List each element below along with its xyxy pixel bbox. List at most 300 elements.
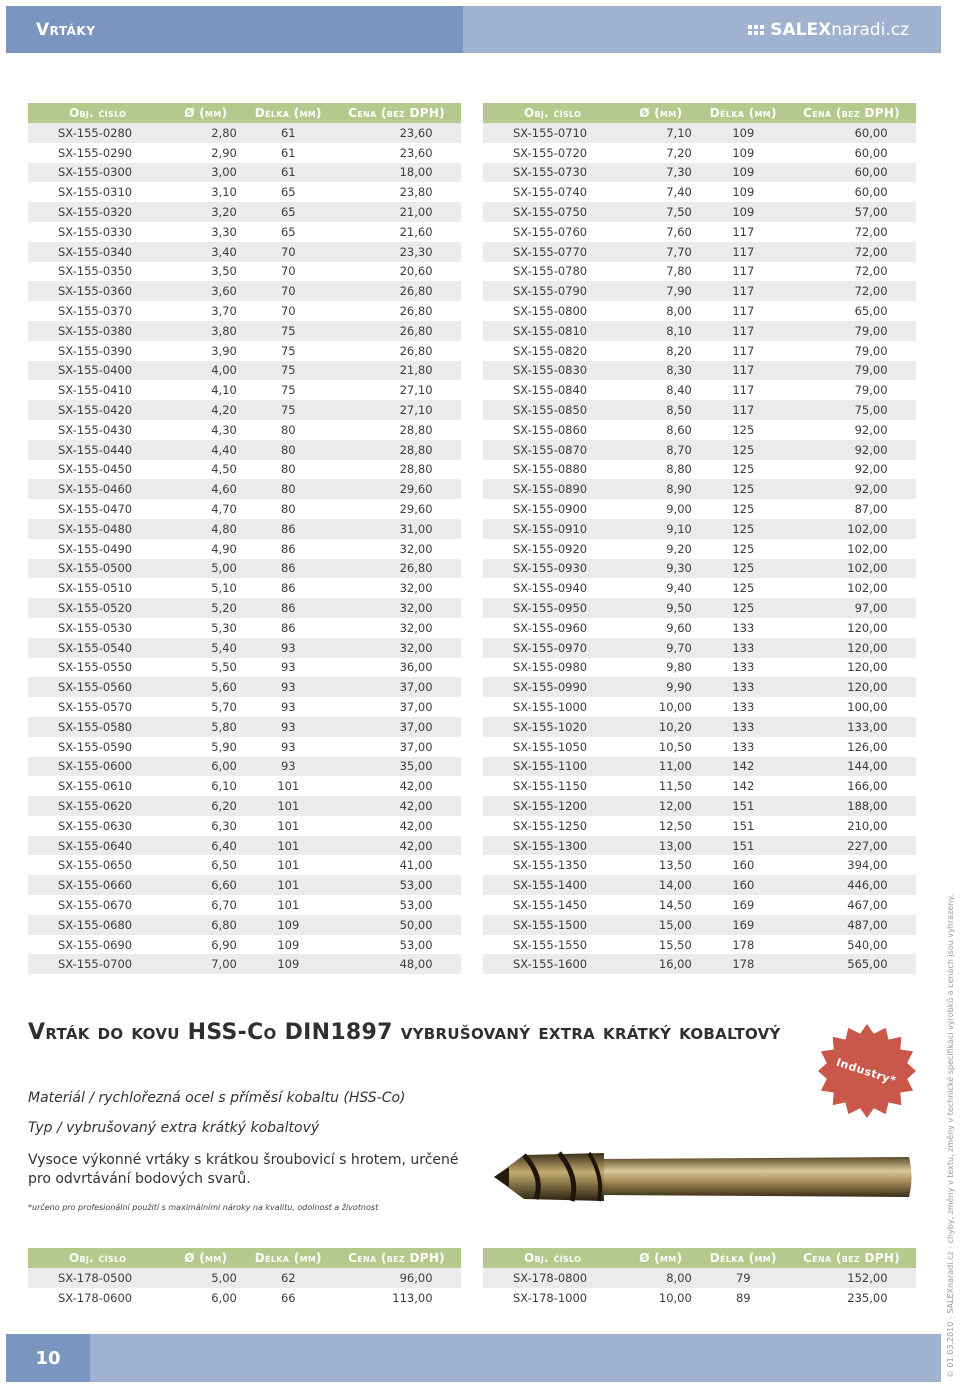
cell-code-text: SX-155-0610 bbox=[58, 779, 133, 794]
cell-price bbox=[787, 796, 916, 816]
cell-price-text: 32,00 bbox=[399, 581, 433, 596]
cell-code bbox=[28, 182, 167, 202]
cell-diameter bbox=[167, 895, 244, 915]
cell-code bbox=[28, 598, 167, 618]
table-row bbox=[28, 895, 461, 915]
cell-price bbox=[332, 479, 461, 499]
table-row bbox=[28, 301, 461, 321]
cell-length-text: 93 bbox=[280, 759, 296, 774]
cell-price-text: 20,60 bbox=[399, 264, 433, 279]
cell-code-text: SX-155-0370 bbox=[58, 304, 133, 319]
cell-diameter bbox=[167, 658, 244, 678]
cell-diameter bbox=[167, 341, 244, 361]
cell-code-text: SX-155-0870 bbox=[513, 442, 588, 457]
cell-length bbox=[244, 143, 332, 163]
cell-length bbox=[699, 281, 787, 301]
cell-length bbox=[244, 954, 332, 974]
cell-length-text: 93 bbox=[280, 660, 296, 675]
product-description: Vysoce výkonné vrtáky s krátkou šroubovicí s hrotem, určené pro odvrtávání bodových svarů. bbox=[28, 1152, 459, 1187]
cell-diameter-text: 2,90 bbox=[211, 145, 237, 160]
cell-code-text: SX-155-0500 bbox=[58, 561, 133, 576]
cell-code-text: SX-155-1150 bbox=[513, 779, 588, 794]
cell-length bbox=[699, 163, 787, 183]
cell-diameter-text: 7,80 bbox=[666, 264, 692, 279]
cell-length-text: 117 bbox=[732, 304, 755, 319]
cell-diameter-text: 11,00 bbox=[658, 759, 692, 774]
col-header-diameter: Ø (mm) bbox=[167, 1248, 244, 1268]
cell-length-text: 160 bbox=[732, 878, 755, 893]
cell-code bbox=[28, 400, 167, 420]
cell-code-text: SX-155-0860 bbox=[513, 422, 588, 437]
col-header-code: Obj. číslo bbox=[28, 1248, 167, 1268]
cell-length-text: 125 bbox=[732, 581, 755, 596]
cell-price-text: 53,00 bbox=[399, 878, 433, 893]
cell-length bbox=[699, 618, 787, 638]
cell-price bbox=[332, 202, 461, 222]
table-row bbox=[28, 638, 461, 658]
cell-diameter-text: 8,30 bbox=[666, 363, 692, 378]
cell-price-text: 26,80 bbox=[399, 343, 433, 358]
cell-price-text: 37,00 bbox=[399, 739, 433, 754]
col-header-length: Délka (mm) bbox=[699, 1248, 787, 1268]
table-row bbox=[28, 697, 461, 717]
cell-length bbox=[699, 301, 787, 321]
cell-code bbox=[483, 400, 622, 420]
cell-diameter bbox=[622, 915, 699, 935]
cell-code-text: SX-155-0980 bbox=[513, 660, 588, 675]
cell-code-text: SX-155-0340 bbox=[58, 244, 133, 259]
cell-length bbox=[244, 757, 332, 777]
cell-diameter bbox=[622, 361, 699, 381]
table-row bbox=[483, 420, 916, 440]
cell-diameter-text: 9,20 bbox=[666, 541, 692, 556]
cell-code-text: SX-155-0680 bbox=[58, 917, 133, 932]
cell-length-text: 125 bbox=[732, 442, 755, 457]
cell-code bbox=[483, 262, 622, 282]
cell-code-text: SX-155-0730 bbox=[513, 165, 588, 180]
table-row bbox=[483, 460, 916, 480]
cell-diameter-text: 13,00 bbox=[658, 838, 692, 853]
cell-price bbox=[332, 519, 461, 539]
cell-code bbox=[28, 638, 167, 658]
cell-diameter-text: 3,40 bbox=[211, 244, 237, 259]
cell-diameter-text: 3,50 bbox=[211, 264, 237, 279]
cell-code bbox=[483, 361, 622, 381]
cell-length-text: 117 bbox=[732, 403, 755, 418]
cell-price-text: 21,00 bbox=[399, 205, 433, 220]
cell-length bbox=[699, 479, 787, 499]
cell-code-text: SX-155-0410 bbox=[58, 383, 133, 398]
cell-price bbox=[787, 242, 916, 262]
table-row bbox=[483, 796, 916, 816]
cell-code-text: SX-155-0950 bbox=[513, 601, 588, 616]
cell-code bbox=[483, 519, 622, 539]
cell-code-text: SX-155-0710 bbox=[513, 125, 588, 140]
table-header-row bbox=[483, 103, 916, 123]
cell-code bbox=[28, 301, 167, 321]
cell-length-text: 70 bbox=[280, 304, 296, 319]
cell-diameter-text: 12,50 bbox=[658, 818, 692, 833]
cell-code bbox=[483, 559, 622, 579]
cell-price bbox=[332, 855, 461, 875]
cell-price-text: 60,00 bbox=[854, 125, 888, 140]
cell-price-text: 166,00 bbox=[847, 779, 888, 794]
cell-price bbox=[787, 519, 916, 539]
cell-diameter bbox=[167, 460, 244, 480]
cell-length bbox=[699, 677, 787, 697]
table-row bbox=[28, 262, 461, 282]
cell-length-text: 75 bbox=[280, 343, 296, 358]
cell-price bbox=[332, 262, 461, 282]
footer-bar bbox=[90, 1334, 941, 1382]
cell-code bbox=[28, 242, 167, 262]
col-header-price: Cena (bez DPH) bbox=[787, 1248, 916, 1268]
cell-diameter bbox=[622, 1268, 699, 1288]
cell-price-text: 27,10 bbox=[399, 383, 433, 398]
cell-diameter bbox=[167, 816, 244, 836]
cell-length bbox=[699, 875, 787, 895]
table-row bbox=[483, 182, 916, 202]
cell-code bbox=[28, 380, 167, 400]
cell-length bbox=[244, 281, 332, 301]
cell-length-text: 151 bbox=[732, 798, 755, 813]
cell-length bbox=[244, 618, 332, 638]
cell-price-text: 32,00 bbox=[399, 601, 433, 616]
cell-code-text: SX-155-0920 bbox=[513, 541, 588, 556]
cell-code-text: SX-155-1350 bbox=[513, 858, 588, 873]
cell-diameter bbox=[622, 301, 699, 321]
cell-code-text: SX-155-0850 bbox=[513, 403, 588, 418]
cell-price-text: 79,00 bbox=[854, 343, 888, 358]
table-row bbox=[483, 519, 916, 539]
table-row bbox=[483, 202, 916, 222]
cell-price-text: 26,80 bbox=[399, 284, 433, 299]
cell-price bbox=[787, 420, 916, 440]
cell-diameter bbox=[167, 915, 244, 935]
cell-price bbox=[332, 301, 461, 321]
table-row bbox=[483, 658, 916, 678]
cell-length bbox=[244, 123, 332, 143]
cell-code-text: SX-155-1250 bbox=[513, 818, 588, 833]
cell-diameter bbox=[167, 796, 244, 816]
cell-price bbox=[332, 539, 461, 559]
table-row bbox=[28, 163, 461, 183]
copyright-note: © 01.03.2010 - SALEXnaradi.cz - chyby, změny v textu, změny v technické specifikaci výrobků a cenách jsou vyhrazeny. bbox=[946, 894, 955, 1378]
col-header-code: Obj. číslo bbox=[483, 1248, 622, 1268]
cell-code bbox=[28, 717, 167, 737]
cell-diameter bbox=[622, 954, 699, 974]
salex-logo bbox=[748, 20, 909, 40]
cell-price-text: 32,00 bbox=[399, 640, 433, 655]
cell-diameter-text: 12,00 bbox=[658, 798, 692, 813]
cell-price-text: 28,80 bbox=[399, 442, 433, 457]
cell-length-text: 86 bbox=[280, 581, 296, 596]
table-row bbox=[28, 598, 461, 618]
cell-code-text: SX-155-0830 bbox=[513, 363, 588, 378]
table-header-row bbox=[28, 1248, 461, 1268]
cell-diameter bbox=[622, 836, 699, 856]
cell-code bbox=[28, 460, 167, 480]
cell-code bbox=[483, 836, 622, 856]
cell-diameter bbox=[622, 935, 699, 955]
cell-price bbox=[332, 717, 461, 737]
table-row bbox=[28, 935, 461, 955]
cell-price bbox=[332, 182, 461, 202]
table-row bbox=[483, 479, 916, 499]
cell-diameter bbox=[167, 400, 244, 420]
table-row bbox=[28, 618, 461, 638]
table-row bbox=[483, 935, 916, 955]
cell-price-text: 92,00 bbox=[854, 442, 888, 457]
cell-diameter bbox=[167, 242, 244, 262]
cell-code-text: SX-155-0910 bbox=[513, 521, 588, 536]
cell-length bbox=[244, 440, 332, 460]
cell-diameter bbox=[167, 123, 244, 143]
cell-price-text: 97,00 bbox=[854, 601, 888, 616]
cell-length-text: 117 bbox=[732, 264, 755, 279]
cell-length bbox=[244, 816, 332, 836]
cell-price-text: 53,00 bbox=[399, 897, 433, 912]
col-header-length: Délka (mm) bbox=[699, 103, 787, 123]
cell-code bbox=[483, 697, 622, 717]
cell-price-text: 72,00 bbox=[854, 224, 888, 239]
cell-price bbox=[332, 677, 461, 697]
cell-length bbox=[699, 202, 787, 222]
cell-price bbox=[787, 935, 916, 955]
cell-length-text: 101 bbox=[277, 798, 300, 813]
cell-length-text: 75 bbox=[280, 403, 296, 418]
cell-code bbox=[28, 895, 167, 915]
cell-diameter bbox=[167, 638, 244, 658]
cell-code bbox=[483, 380, 622, 400]
cell-length-text: 109 bbox=[732, 205, 755, 220]
cell-code-text: SX-155-0760 bbox=[513, 224, 588, 239]
cell-code-text: SX-155-0940 bbox=[513, 581, 588, 596]
cell-price bbox=[787, 361, 916, 381]
cell-code-text: SX-155-0630 bbox=[58, 818, 133, 833]
cell-length bbox=[699, 1268, 787, 1288]
cell-price bbox=[787, 954, 916, 974]
cell-code-text: SX-155-0690 bbox=[58, 937, 133, 952]
cell-price-text: 32,00 bbox=[399, 620, 433, 635]
cell-diameter bbox=[622, 222, 699, 242]
table-row bbox=[483, 915, 916, 935]
cell-length-text: 75 bbox=[280, 383, 296, 398]
cell-diameter bbox=[622, 440, 699, 460]
product-footnote: *určeno pro profesionální použití s maximálními nároky na kvalitu, odolnost a životnost bbox=[28, 1203, 379, 1212]
table-row bbox=[483, 954, 916, 974]
cell-code bbox=[483, 776, 622, 796]
cell-code bbox=[28, 776, 167, 796]
header-title-block bbox=[6, 6, 463, 53]
cell-diameter-text: 9,60 bbox=[666, 620, 692, 635]
cell-price-text: 32,00 bbox=[399, 541, 433, 556]
table-row bbox=[28, 361, 461, 381]
cell-length-text: 109 bbox=[277, 917, 300, 932]
cell-diameter bbox=[622, 1288, 699, 1308]
col-header-diameter: Ø (mm) bbox=[622, 1248, 699, 1268]
cell-diameter-text: 6,00 bbox=[211, 759, 237, 774]
cell-length-text: 70 bbox=[280, 264, 296, 279]
cell-price bbox=[787, 677, 916, 697]
cell-code-text: SX-155-1100 bbox=[513, 759, 588, 774]
table-row bbox=[28, 915, 461, 935]
cell-price-text: 31,00 bbox=[399, 521, 433, 536]
cell-diameter bbox=[622, 479, 699, 499]
cell-code-text: SX-155-0780 bbox=[513, 264, 588, 279]
cell-price-text: 29,60 bbox=[399, 482, 433, 497]
table-row bbox=[483, 301, 916, 321]
cell-diameter bbox=[622, 559, 699, 579]
cell-code bbox=[28, 697, 167, 717]
cell-length-text: 109 bbox=[732, 125, 755, 140]
cell-price-text: 28,80 bbox=[399, 422, 433, 437]
cell-length bbox=[699, 499, 787, 519]
table-row bbox=[483, 578, 916, 598]
cell-price bbox=[332, 638, 461, 658]
table-row bbox=[28, 757, 461, 777]
table-row bbox=[28, 1268, 461, 1288]
cell-diameter-text: 5,00 bbox=[211, 1270, 237, 1285]
cell-length-text: 117 bbox=[732, 323, 755, 338]
cell-diameter-text: 6,10 bbox=[211, 779, 237, 794]
cell-diameter bbox=[622, 400, 699, 420]
cell-diameter-text: 3,80 bbox=[211, 323, 237, 338]
cell-code bbox=[483, 440, 622, 460]
table-row bbox=[483, 123, 916, 143]
cell-length bbox=[244, 222, 332, 242]
cell-code bbox=[28, 658, 167, 678]
cell-code-text: SX-155-0460 bbox=[58, 482, 133, 497]
cell-code bbox=[28, 499, 167, 519]
cell-diameter-text: 8,00 bbox=[666, 304, 692, 319]
cell-code bbox=[28, 123, 167, 143]
cell-diameter bbox=[622, 281, 699, 301]
cell-price bbox=[787, 400, 916, 420]
cell-length bbox=[699, 539, 787, 559]
cell-price-text: 126,00 bbox=[847, 739, 888, 754]
cell-length-text: 133 bbox=[732, 640, 755, 655]
cell-code bbox=[483, 658, 622, 678]
table-row bbox=[483, 380, 916, 400]
col-header-diameter: Ø (mm) bbox=[622, 103, 699, 123]
cell-length-text: 61 bbox=[280, 165, 296, 180]
cell-code bbox=[28, 321, 167, 341]
cell-price-text: 75,00 bbox=[854, 403, 888, 418]
cell-diameter bbox=[167, 361, 244, 381]
cell-code-text: SX-155-0670 bbox=[58, 897, 133, 912]
cell-length bbox=[699, 638, 787, 658]
price-table-bottom-left bbox=[28, 1248, 461, 1308]
cell-price bbox=[332, 915, 461, 935]
cell-price-text: 100,00 bbox=[847, 700, 888, 714]
cell-price-text: 565,00 bbox=[847, 957, 888, 972]
cell-code bbox=[28, 420, 167, 440]
cell-diameter bbox=[167, 757, 244, 777]
cell-diameter-text: 16,00 bbox=[658, 957, 692, 972]
cell-code-text: SX-155-0280 bbox=[58, 125, 133, 140]
cell-price bbox=[332, 875, 461, 895]
cell-price-text: 487,00 bbox=[847, 917, 888, 932]
drill-bit-image bbox=[484, 1137, 914, 1217]
cell-diameter bbox=[167, 836, 244, 856]
cell-length-text: 101 bbox=[277, 818, 300, 833]
cell-diameter bbox=[167, 559, 244, 579]
cell-price bbox=[787, 341, 916, 361]
cell-price bbox=[332, 440, 461, 460]
cell-price bbox=[787, 202, 916, 222]
cell-price bbox=[332, 757, 461, 777]
cell-code-text: SX-155-0840 bbox=[513, 383, 588, 398]
cell-price-text: 133,00 bbox=[847, 719, 888, 734]
cell-price-text: 65,00 bbox=[854, 304, 888, 319]
cell-length-text: 75 bbox=[280, 323, 296, 338]
cell-code-text: SX-155-0420 bbox=[58, 403, 133, 418]
cell-diameter-text: 5,00 bbox=[211, 561, 237, 576]
table-row bbox=[483, 1288, 916, 1308]
cell-code-text: SX-155-0770 bbox=[513, 244, 588, 259]
cell-diameter-text: 4,70 bbox=[211, 502, 237, 517]
cell-code bbox=[483, 1268, 622, 1288]
cell-length bbox=[699, 895, 787, 915]
price-table-bottom-right bbox=[483, 1248, 916, 1308]
cell-price bbox=[787, 737, 916, 757]
cell-price bbox=[787, 816, 916, 836]
cell-diameter-text: 6,60 bbox=[211, 878, 237, 893]
table-row bbox=[28, 737, 461, 757]
col-header-diameter: Ø (mm) bbox=[167, 103, 244, 123]
table-row bbox=[28, 202, 461, 222]
cell-price-text: 29,60 bbox=[399, 502, 433, 517]
cell-code bbox=[483, 1288, 622, 1308]
cell-price bbox=[332, 895, 461, 915]
cell-code bbox=[28, 836, 167, 856]
cell-length bbox=[244, 460, 332, 480]
cell-code bbox=[28, 875, 167, 895]
cell-price bbox=[787, 440, 916, 460]
cell-length bbox=[244, 776, 332, 796]
cell-length-text: 142 bbox=[732, 779, 755, 794]
cell-diameter bbox=[167, 875, 244, 895]
cell-diameter-text: 8,40 bbox=[666, 383, 692, 398]
cell-diameter bbox=[167, 1288, 244, 1308]
cell-price bbox=[787, 182, 916, 202]
cell-code bbox=[28, 479, 167, 499]
table-row bbox=[28, 658, 461, 678]
cell-price-text: 113,00 bbox=[392, 1290, 433, 1305]
cell-length-text: 125 bbox=[732, 422, 755, 437]
table-row bbox=[483, 539, 916, 559]
cell-code-text: SX-155-0440 bbox=[58, 442, 133, 457]
cell-code-text: SX-155-0820 bbox=[513, 343, 588, 358]
cell-price-text: 96,00 bbox=[399, 1270, 433, 1285]
cell-code-text: SX-155-0470 bbox=[58, 502, 133, 517]
cell-diameter bbox=[622, 202, 699, 222]
cell-code bbox=[28, 935, 167, 955]
cell-price bbox=[787, 262, 916, 282]
cell-length bbox=[699, 757, 787, 777]
cell-length bbox=[699, 737, 787, 757]
cell-diameter-text: 8,10 bbox=[666, 323, 692, 338]
cell-code bbox=[483, 479, 622, 499]
cell-diameter-text: 4,50 bbox=[211, 462, 237, 477]
cell-code-text: SX-155-0660 bbox=[58, 878, 133, 893]
cell-code-text: SX-155-0600 bbox=[58, 759, 133, 774]
cell-length bbox=[244, 855, 332, 875]
cell-length bbox=[244, 796, 332, 816]
cell-diameter bbox=[167, 737, 244, 757]
cell-diameter-text: 15,50 bbox=[658, 937, 692, 952]
